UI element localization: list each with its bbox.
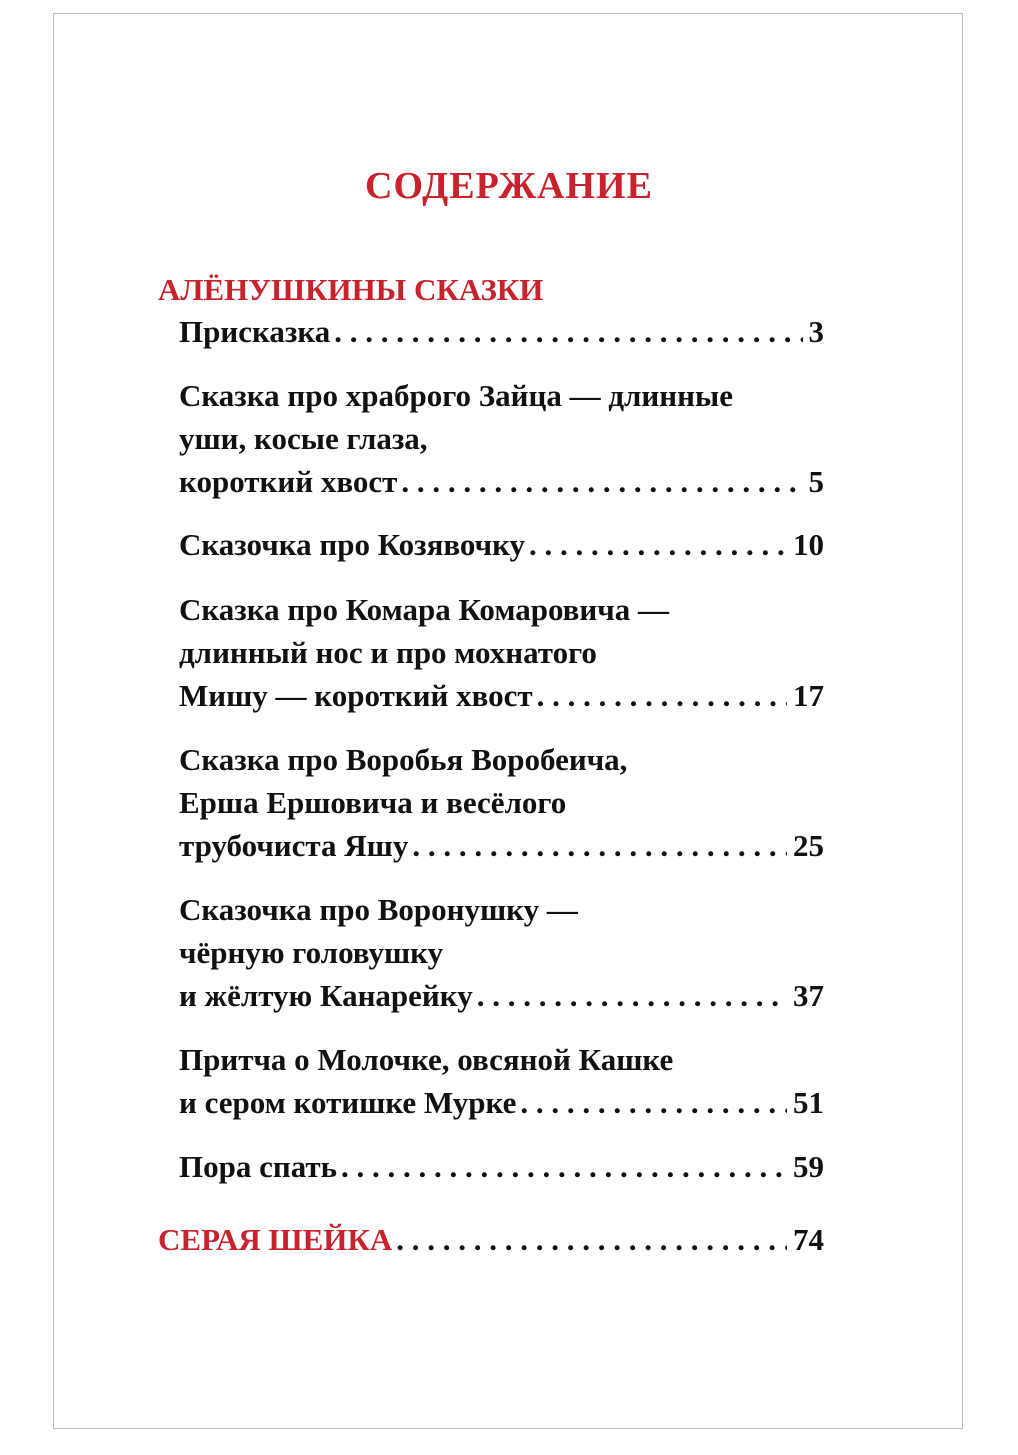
dot-leader [396,1218,787,1261]
toc-entry-last-line [179,824,824,867]
section-heading-final: СЕРАЯ ШЕЙКА [158,1222,393,1257]
toc-entry-last-line [179,1145,824,1188]
book-page [53,13,963,1429]
toc-entry-last-line [179,310,824,353]
toc-entry-line: Сказка про Воробья Воробеича, [179,742,628,777]
toc-entry[interactable] [179,374,824,503]
toc-entry-last-line [158,1218,824,1261]
toc-page-number: 25 [793,828,824,863]
dot-leader [412,824,787,867]
toc-entry-title: Присказка [179,314,331,349]
toc-entry[interactable] [179,738,824,867]
toc-entry-title: и сером котишке Мурке [179,1085,517,1120]
dot-leader [537,674,787,717]
toc-entry-title: Мишу — короткий хвост [179,678,533,713]
toc-page-number: 3 [808,314,824,349]
toc-page-number: 51 [793,1085,824,1120]
toc-entry-line: Сказка про Комара Комаровича — [179,592,670,627]
dot-leader [341,1145,787,1188]
toc-page-number: 10 [793,527,824,562]
toc-entry-title: Пора спать [179,1149,338,1184]
toc-page-number: 59 [793,1149,824,1184]
toc-entry-title: короткий хвост [179,464,398,499]
section-heading: АЛЁНУШКИНЫ СКАЗКИ [158,272,544,307]
toc-entry-line: длинный нос и про мохнатого [179,635,597,670]
toc-entry-line: Ерша Ершовича и весёлого [179,785,567,820]
toc-page-number: 5 [808,464,824,499]
page-title: СОДЕРЖАНИЕ [365,165,653,207]
toc-entry-line: Сказка про храброго Зайца — длинные [179,378,733,413]
dot-leader [529,523,787,566]
dot-leader [401,460,802,503]
toc-entry[interactable] [179,1145,824,1188]
toc-entry-line: уши, косые глаза, [179,421,428,456]
toc-entry[interactable] [179,588,824,717]
toc-entry-title: и жёлтую Канарейку [179,978,473,1013]
dot-leader [334,310,802,353]
dot-leader [477,974,787,1017]
toc-page-number: 17 [793,678,824,713]
dot-leader [520,1081,787,1124]
toc-entry-line: Притча о Молочке, овсяной Кашке [179,1042,674,1077]
toc-entry-last-line [179,974,824,1017]
toc-page-number: 74 [793,1222,824,1257]
toc-entry-last-line [179,460,824,503]
toc-entry-line: чёрную головушку [179,935,444,970]
toc-entry-line: Сказочка про Воронушку — [179,892,578,927]
toc-entry[interactable] [179,310,824,353]
toc-page-number: 37 [793,978,824,1013]
toc-entry[interactable] [179,523,824,566]
toc-entry[interactable] [179,1038,824,1124]
toc-entry-last-line [179,523,824,566]
toc-entry-title: трубочиста Яшу [179,828,409,863]
toc-entry-last-line [179,1081,824,1124]
toc-entry-title: Сказочка про Козявочку [179,527,526,562]
toc-entry-grey-neck[interactable] [158,1218,824,1261]
toc-entry-last-line [179,674,824,717]
toc-entry[interactable] [179,888,824,1017]
